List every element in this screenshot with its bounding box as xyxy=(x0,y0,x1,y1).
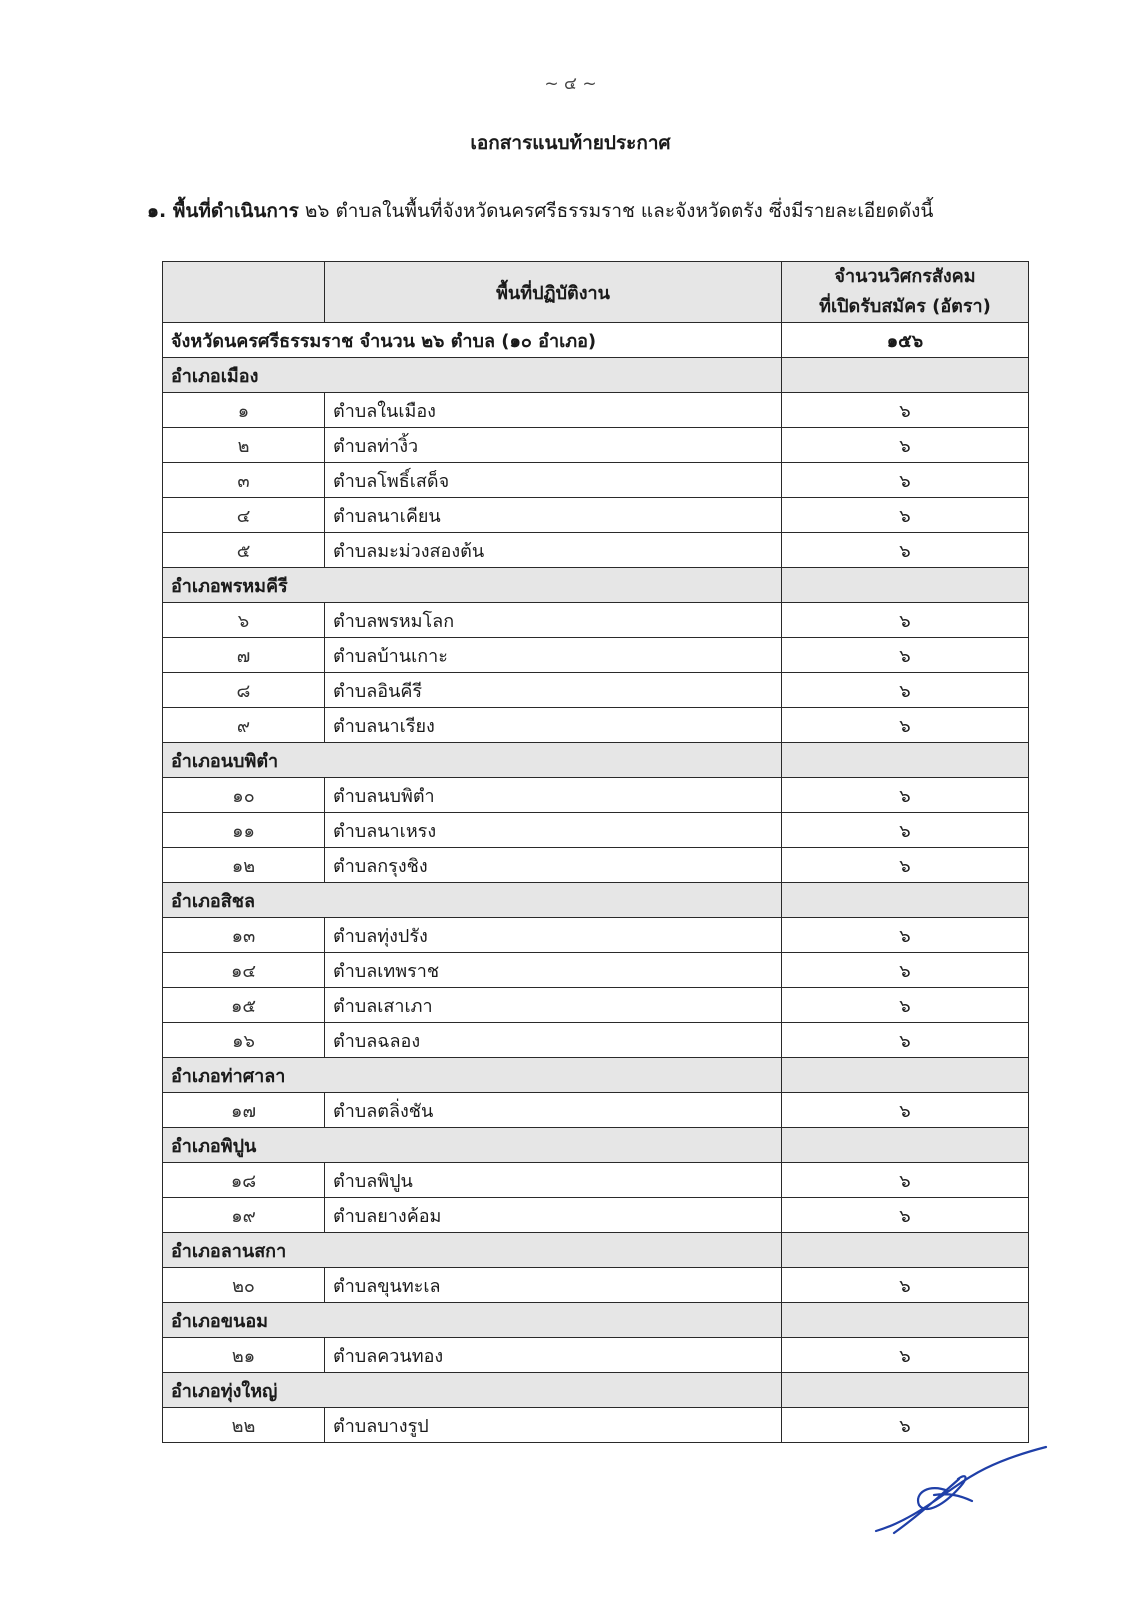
row-number: ๔ xyxy=(163,498,325,533)
subdistrict-name: ตำบลอินคีรี xyxy=(325,673,782,708)
subdistrict-row xyxy=(163,1023,1029,1058)
district-quota-blank xyxy=(782,568,1029,603)
row-number: ๓ xyxy=(163,463,325,498)
district-quota-blank xyxy=(782,883,1029,918)
quota-value: ๖ xyxy=(782,708,1029,743)
district-row xyxy=(163,1373,1029,1408)
district-name: อำเภอลานสกา xyxy=(163,1233,782,1268)
subdistrict-row xyxy=(163,603,1029,638)
row-number: ๖ xyxy=(163,603,325,638)
subdistrict-name: ตำบลโพธิ์เสด็จ xyxy=(325,463,782,498)
row-number: ๗ xyxy=(163,638,325,673)
document-title: เอกสารแนบท้ายประกาศ xyxy=(470,132,671,154)
district-row xyxy=(163,1303,1029,1338)
handwritten-signature xyxy=(874,1443,1049,1543)
district-quota-blank xyxy=(782,358,1029,393)
district-row xyxy=(163,743,1029,778)
quota-value: ๖ xyxy=(782,778,1029,813)
header-blank-cell xyxy=(163,262,325,323)
row-number: ๒ xyxy=(163,428,325,463)
page-number: ~ ๔ ~ xyxy=(544,74,597,94)
subdistrict-name: ตำบลบ้านเกาะ xyxy=(325,638,782,673)
subdistrict-row xyxy=(163,1268,1029,1303)
subdistrict-row xyxy=(163,498,1029,533)
district-name: อำเภอขนอม xyxy=(163,1303,782,1338)
subdistrict-row xyxy=(163,1093,1029,1128)
subdistrict-row xyxy=(163,1198,1029,1233)
subdistrict-name: ตำบลพรหมโลก xyxy=(325,603,782,638)
row-number: ๑๗ xyxy=(163,1093,325,1128)
district-name: อำเภอเมือง xyxy=(163,358,782,393)
subdistrict-row xyxy=(163,638,1029,673)
district-row xyxy=(163,883,1029,918)
district-quota-blank xyxy=(782,743,1029,778)
quota-value: ๖ xyxy=(782,428,1029,463)
quota-value: ๖ xyxy=(782,1093,1029,1128)
subdistrict-name: ตำบลนาเรียง xyxy=(325,708,782,743)
quota-value: ๖ xyxy=(782,1163,1029,1198)
subdistrict-name: ตำบลทุ่งปรัง xyxy=(325,918,782,953)
subdistrict-row xyxy=(163,953,1029,988)
subdistrict-name: ตำบลบางรูป xyxy=(325,1408,782,1443)
district-name: อำเภอสิชล xyxy=(163,883,782,918)
quota-value: ๖ xyxy=(782,463,1029,498)
subdistrict-name: ตำบลนบพิตำ xyxy=(325,778,782,813)
district-row xyxy=(163,1233,1029,1268)
table-header-row xyxy=(163,262,1029,323)
province-row xyxy=(163,323,1029,358)
subdistrict-row xyxy=(163,813,1029,848)
subdistrict-row xyxy=(163,1408,1029,1443)
subdistrict-row xyxy=(163,848,1029,883)
subdistrict-row xyxy=(163,918,1029,953)
row-number: ๑๕ xyxy=(163,988,325,1023)
row-number: ๑๙ xyxy=(163,1198,325,1233)
province-label: จังหวัดนครศรีธรรมราช จำนวน ๒๖ ตำบล (๑๐ อำเภอ) xyxy=(163,323,782,358)
row-number: ๒๒ xyxy=(163,1408,325,1443)
quota-value: ๖ xyxy=(782,813,1029,848)
district-row xyxy=(163,568,1029,603)
subdistrict-name: ตำบลในเมือง xyxy=(325,393,782,428)
row-number: ๑๖ xyxy=(163,1023,325,1058)
subdistrict-name: ตำบลควนทอง xyxy=(325,1338,782,1373)
subdistrict-name: ตำบลนาเหรง xyxy=(325,813,782,848)
district-quota-blank xyxy=(782,1373,1029,1408)
quota-value: ๖ xyxy=(782,918,1029,953)
subdistrict-row xyxy=(163,673,1029,708)
area-table-body xyxy=(163,262,1029,1443)
subdistrict-row xyxy=(163,463,1029,498)
row-number: ๕ xyxy=(163,533,325,568)
subdistrict-row xyxy=(163,428,1029,463)
district-quota-blank xyxy=(782,1128,1029,1163)
subdistrict-row xyxy=(163,988,1029,1023)
subdistrict-name: ตำบลตลิ่งชัน xyxy=(325,1093,782,1128)
row-number: ๑ xyxy=(163,393,325,428)
subdistrict-name: ตำบลยางค้อม xyxy=(325,1198,782,1233)
intro-paragraph xyxy=(147,196,1047,226)
district-name: อำเภอทุ่งใหญ่ xyxy=(163,1373,782,1408)
quota-value: ๖ xyxy=(782,848,1029,883)
district-quota-blank xyxy=(782,1233,1029,1268)
row-number: ๙ xyxy=(163,708,325,743)
row-number: ๑๑ xyxy=(163,813,325,848)
subdistrict-row xyxy=(163,778,1029,813)
area-table xyxy=(162,261,1029,1443)
subdistrict-name: ตำบลเทพราช xyxy=(325,953,782,988)
quota-value: ๖ xyxy=(782,1268,1029,1303)
province-total: ๑๕๖ xyxy=(782,323,1029,358)
quota-value: ๖ xyxy=(782,498,1029,533)
intro-text: ๒๖ ตำบลในพื้นที่จังหวัดนครศรีธรรมราช และจังหวัดตรัง ซึ่งมีรายละเอียดดังนี้ xyxy=(304,200,934,222)
subdistrict-row xyxy=(163,533,1029,568)
quota-value: ๖ xyxy=(782,1338,1029,1373)
header-quota xyxy=(782,262,1029,323)
quota-value: ๖ xyxy=(782,638,1029,673)
quota-value: ๖ xyxy=(782,988,1029,1023)
row-number: ๒๐ xyxy=(163,1268,325,1303)
quota-value: ๖ xyxy=(782,1408,1029,1443)
district-name: อำเภอนบพิตำ xyxy=(163,743,782,778)
quota-value: ๖ xyxy=(782,1198,1029,1233)
district-row xyxy=(163,1058,1029,1093)
subdistrict-name: ตำบลขุนทะเล xyxy=(325,1268,782,1303)
subdistrict-row xyxy=(163,393,1029,428)
row-number: ๑๓ xyxy=(163,918,325,953)
header-area: พื้นที่ปฏิบัติงาน xyxy=(325,262,782,323)
subdistrict-name: ตำบลกรุงชิง xyxy=(325,848,782,883)
intro-lead: ๑. พื้นที่ดำเนินการ xyxy=(147,200,299,222)
district-name: อำเภอพิปูน xyxy=(163,1128,782,1163)
subdistrict-row xyxy=(163,1338,1029,1373)
row-number: ๘ xyxy=(163,673,325,708)
subdistrict-name: ตำบลพิปูน xyxy=(325,1163,782,1198)
subdistrict-name: ตำบลเสาเภา xyxy=(325,988,782,1023)
district-name: อำเภอพรหมคีรี xyxy=(163,568,782,603)
subdistrict-name: ตำบลนาเคียน xyxy=(325,498,782,533)
row-number: ๑๐ xyxy=(163,778,325,813)
district-row xyxy=(163,358,1029,393)
subdistrict-name: ตำบลมะม่วงสองต้น xyxy=(325,533,782,568)
subdistrict-row xyxy=(163,708,1029,743)
row-number: ๑๘ xyxy=(163,1163,325,1198)
header-quota-line1: จำนวนวิศกรสังคม xyxy=(834,266,976,287)
district-quota-blank xyxy=(782,1303,1029,1338)
district-quota-blank xyxy=(782,1058,1029,1093)
quota-value: ๖ xyxy=(782,953,1029,988)
quota-value: ๖ xyxy=(782,603,1029,638)
district-row xyxy=(163,1128,1029,1163)
header-quota-line2: ที่เปิดรับสมัคร (อัตรา) xyxy=(819,296,991,317)
subdistrict-row xyxy=(163,1163,1029,1198)
quota-value: ๖ xyxy=(782,533,1029,568)
quota-value: ๖ xyxy=(782,673,1029,708)
subdistrict-name: ตำบลท่างิ้ว xyxy=(325,428,782,463)
district-name: อำเภอท่าศาลา xyxy=(163,1058,782,1093)
row-number: ๑๔ xyxy=(163,953,325,988)
quota-value: ๖ xyxy=(782,393,1029,428)
row-number: ๒๑ xyxy=(163,1338,325,1373)
quota-value: ๖ xyxy=(782,1023,1029,1058)
subdistrict-name: ตำบลฉลอง xyxy=(325,1023,782,1058)
row-number: ๑๒ xyxy=(163,848,325,883)
